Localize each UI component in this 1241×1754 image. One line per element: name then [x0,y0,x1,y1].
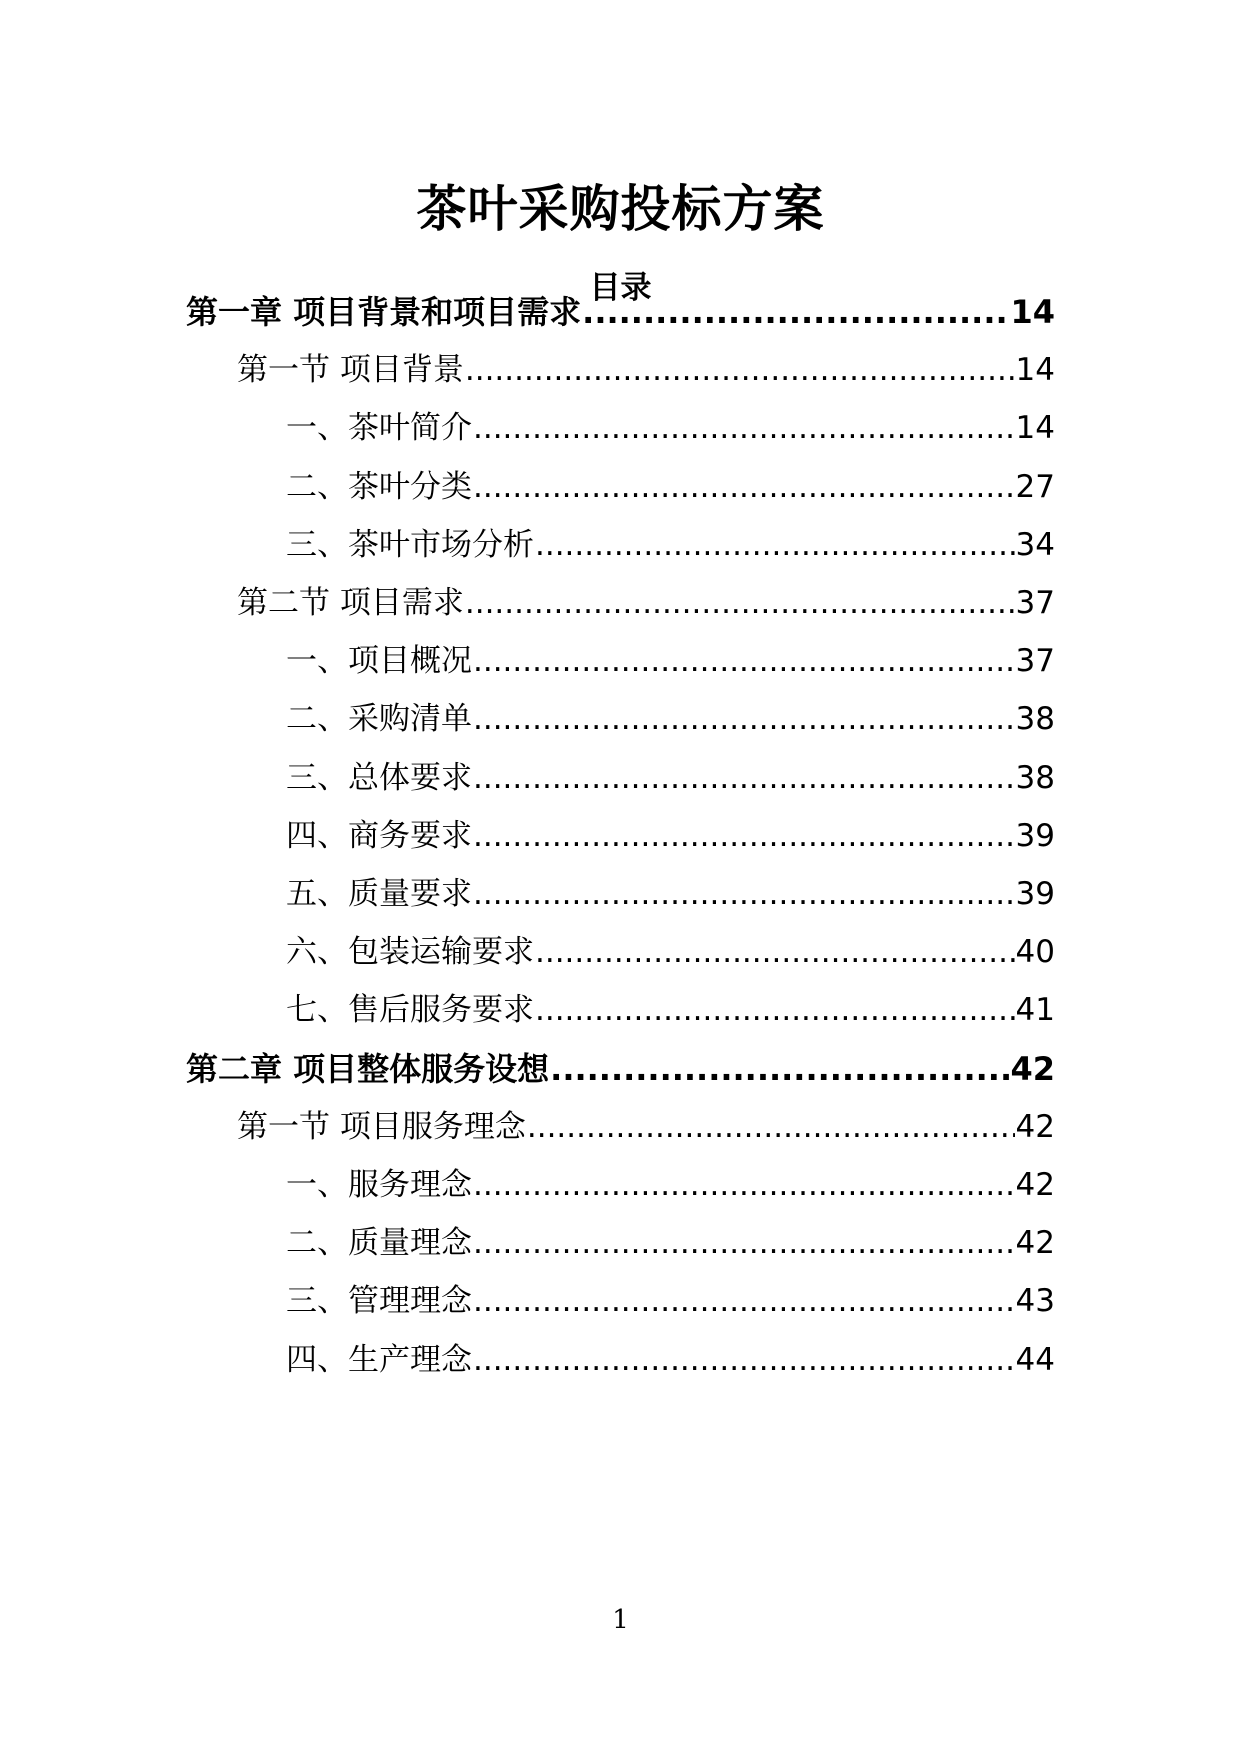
toc-entry[interactable] [286,988,1055,1032]
toc-entry-title: 一、茶叶简介 [286,410,472,446]
toc-dot-leader [535,523,1015,567]
toc-entry[interactable] [286,406,1055,450]
toc-entry-title: 四、商务要求 [286,818,472,854]
toc-entry-page: 39 [1015,818,1055,854]
toc-entry-page: 42 [1015,1109,1055,1145]
toc-entry-title: 二、质量理念 [286,1225,472,1261]
toc-entry[interactable] [286,1163,1055,1207]
toc-entry[interactable] [286,756,1055,800]
toc-dot-leader [582,290,1009,334]
toc-entry[interactable] [286,523,1055,567]
page-number: 1 [612,1605,629,1635]
toc-entry-title: 六、包装运输要求 [286,934,534,970]
toc-dot-leader [465,348,1015,392]
toc-entry-title: 第二章 项目整体服务设想 [186,1050,550,1088]
toc-entry-page: 42 [1015,1167,1055,1203]
toc-entry-page: 38 [1015,760,1055,796]
toc-dot-leader [465,581,1015,625]
toc-entry[interactable] [286,1338,1055,1382]
toc-dot-leader [473,1338,1015,1382]
toc-entry-page: 39 [1015,876,1055,912]
toc-entry[interactable] [286,465,1055,509]
toc-dot-leader [535,930,1015,974]
toc-dot-leader [473,814,1015,858]
toc-dot-leader [550,1047,1009,1091]
toc-entry[interactable] [286,814,1055,858]
toc-dot-leader [473,1163,1015,1207]
toc-entry-title: 第一节 项目背景 [237,352,464,388]
toc-heading: 目录 [589,270,652,306]
toc-dot-leader [535,988,1015,1032]
toc-entry[interactable] [286,872,1055,916]
toc-entry-page: 41 [1015,992,1055,1028]
toc-entry[interactable] [286,1279,1055,1323]
toc-entry-page: 14 [1010,293,1055,331]
toc-entry-title: 第一节 项目服务理念 [237,1109,526,1145]
toc-entry[interactable] [237,348,1055,392]
toc-entry-title: 一、服务理念 [286,1167,472,1203]
toc-entry-title: 四、生产理念 [286,1342,472,1378]
toc-dot-leader [473,697,1015,741]
toc-entry-title: 三、管理理念 [286,1283,472,1319]
toc-dot-leader [473,406,1015,450]
toc-entry[interactable] [237,1105,1055,1149]
toc-dot-leader [473,1221,1015,1265]
toc-entry-page: 38 [1015,701,1055,737]
toc-entry-title: 五、质量要求 [286,876,472,912]
toc-entry[interactable] [237,581,1055,625]
toc-entry-page: 37 [1015,585,1055,621]
toc-entry-page: 42 [1015,1225,1055,1261]
toc-entry[interactable] [286,639,1055,683]
toc-entry-page: 14 [1015,352,1055,388]
toc-entry[interactable] [286,697,1055,741]
document-title: 茶叶采购投标方案 [416,180,825,238]
toc-dot-leader [473,639,1015,683]
toc-entry-page: 14 [1015,410,1055,446]
toc-dot-leader [473,1279,1015,1323]
toc-entry-page: 37 [1015,643,1055,679]
toc-entry-page: 42 [1010,1050,1055,1088]
toc-entry[interactable] [286,1221,1055,1265]
toc-entry-title: 第二节 项目需求 [237,585,464,621]
toc-entry-title: 七、售后服务要求 [286,992,534,1028]
toc-entry-title: 第一章 项目背景和项目需求 [186,293,582,331]
toc-dot-leader [473,872,1015,916]
toc-dot-leader [473,465,1015,509]
toc-dot-leader [527,1105,1015,1149]
toc-entry-title: 二、茶叶分类 [286,469,472,505]
toc-entry[interactable] [286,930,1055,974]
toc-entry-title: 一、项目概况 [286,643,472,679]
toc-entry-page: 34 [1015,527,1055,563]
toc-entry[interactable] [186,290,1055,334]
toc-dot-leader [473,756,1015,800]
toc-entry-title: 三、茶叶市场分析 [286,527,534,563]
toc-entry-page: 44 [1015,1342,1055,1378]
toc-entry-page: 40 [1015,934,1055,970]
toc-entry-title: 二、采购清单 [286,701,472,737]
toc-entry[interactable] [186,1047,1055,1091]
toc-entry-page: 27 [1015,469,1055,505]
toc-entry-title: 三、总体要求 [286,760,472,796]
toc-entry-page: 43 [1015,1283,1055,1319]
